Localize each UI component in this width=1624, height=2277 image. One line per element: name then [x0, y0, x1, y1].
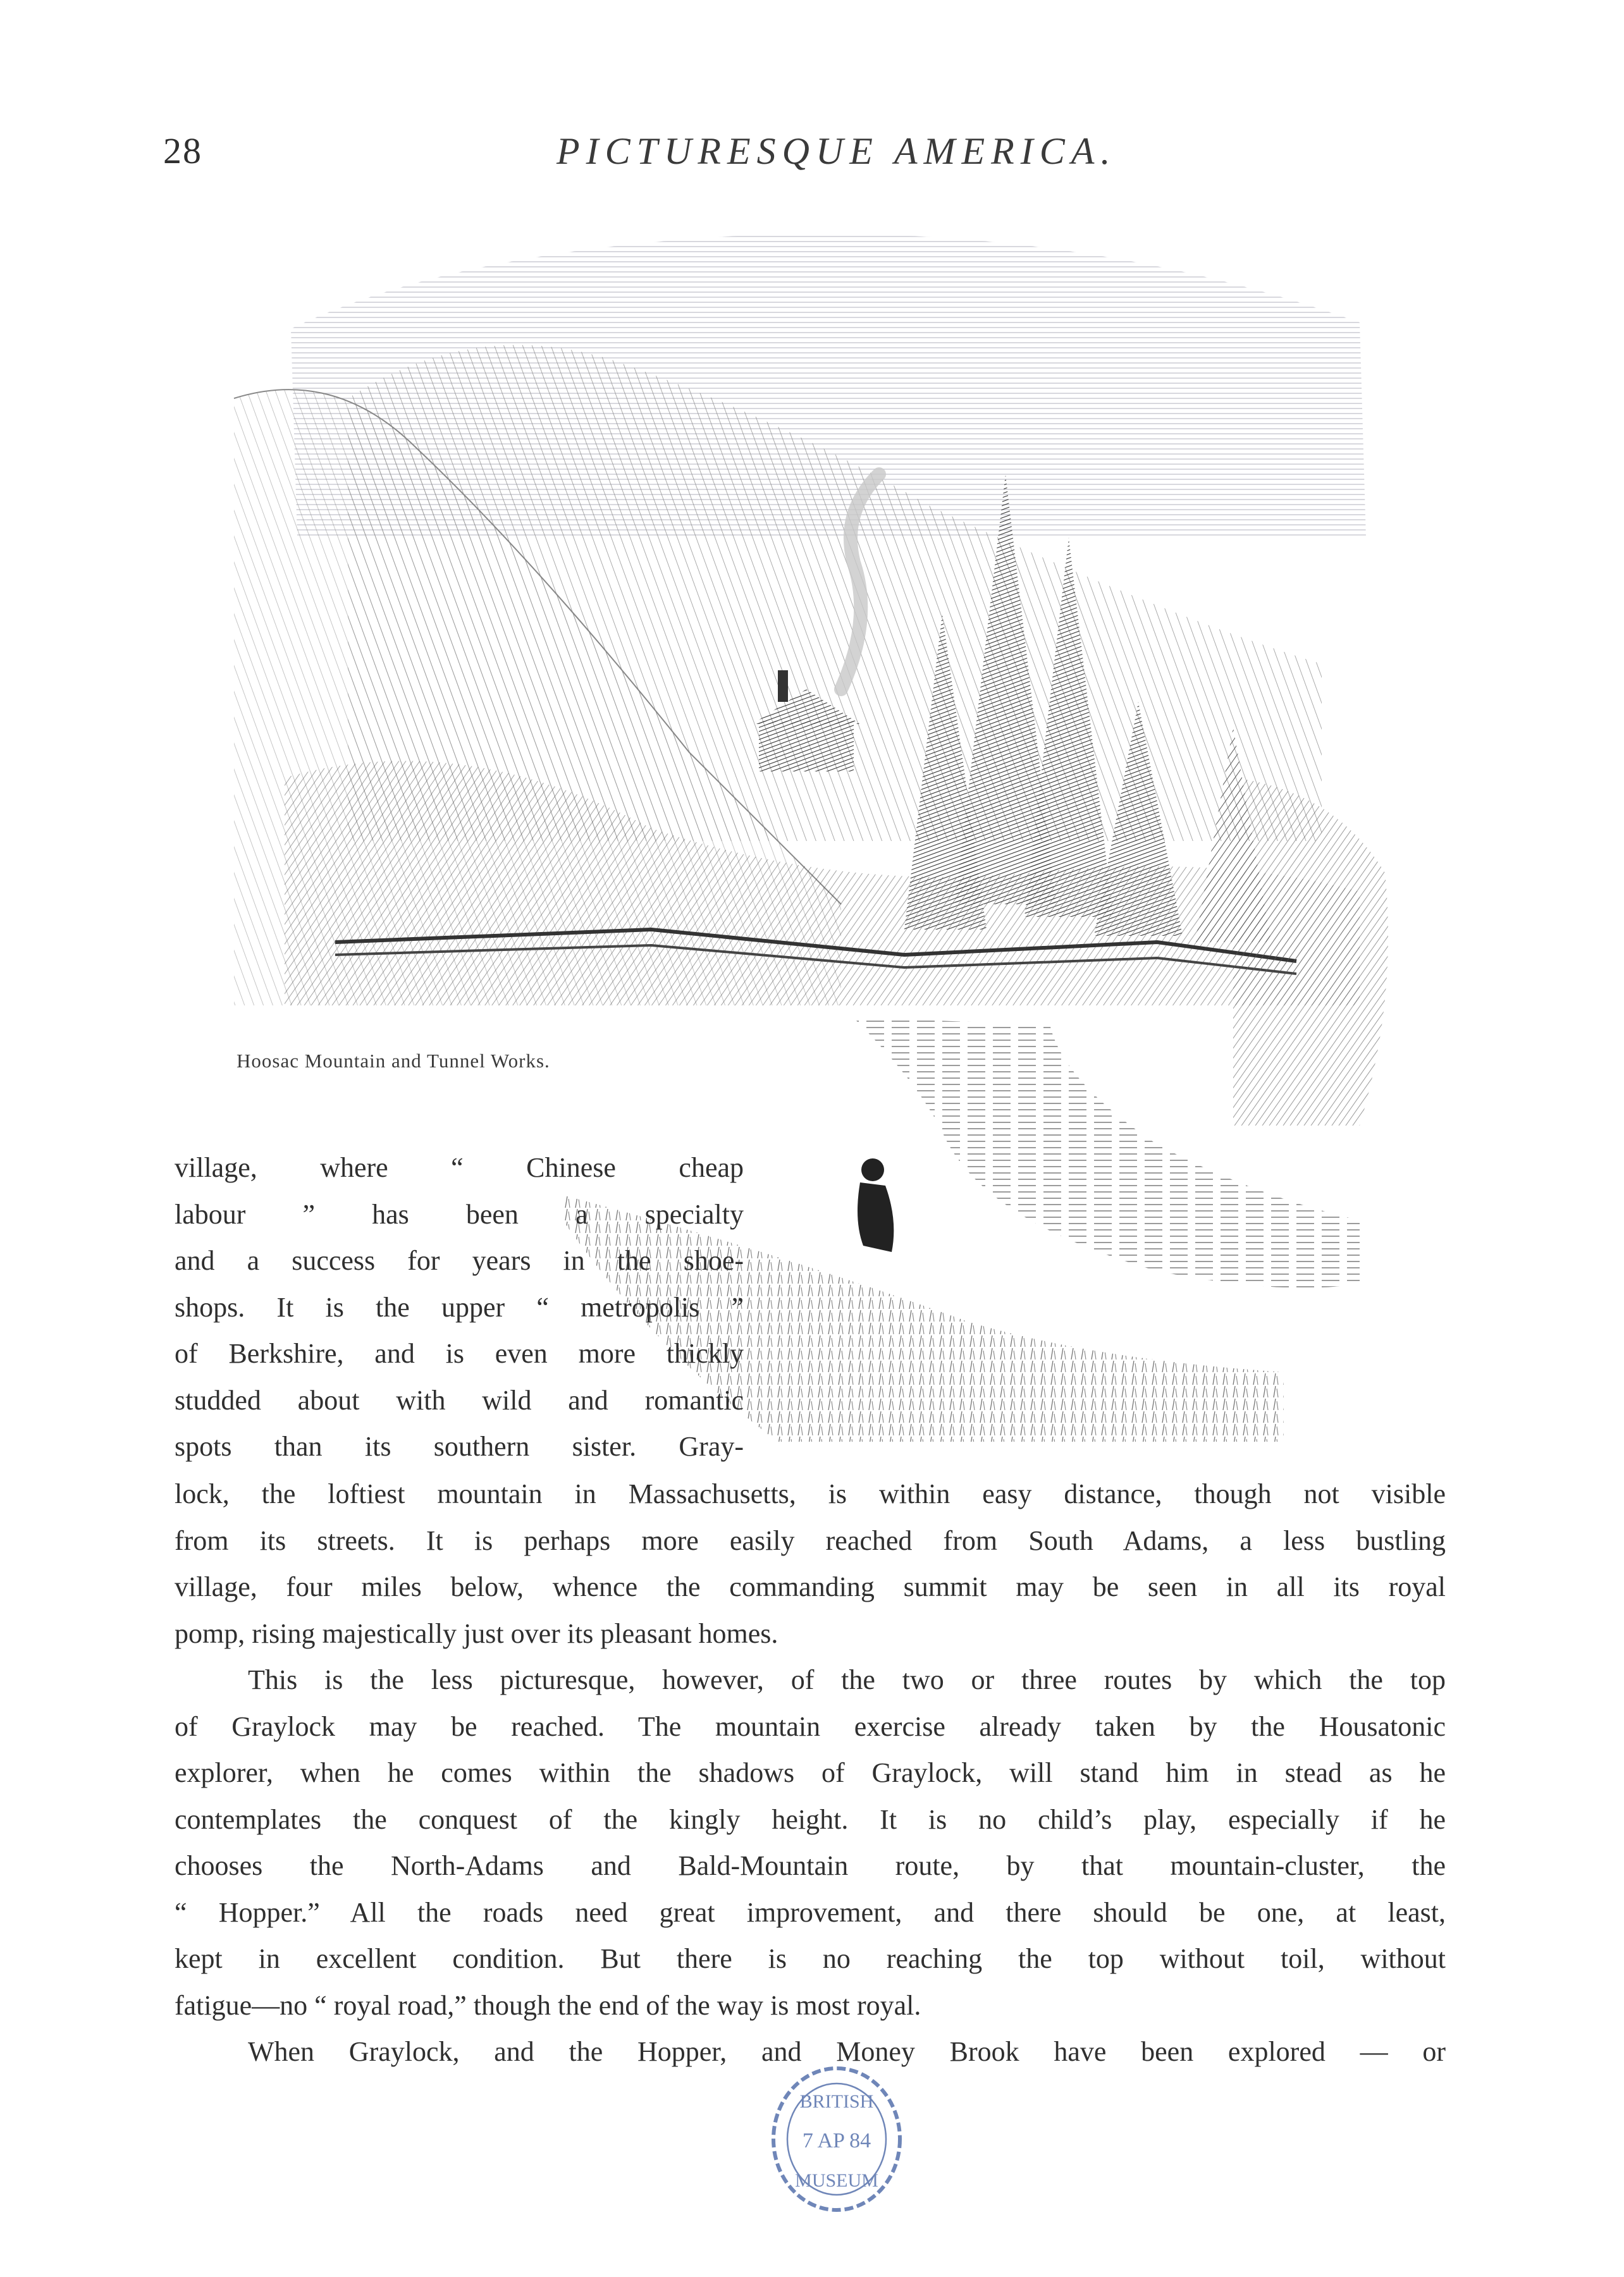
running-title: PICTURESQUE AMERICA. [557, 130, 1117, 172]
text-line: contemplates the conquest of the kingly height. It is no child’s play, especially if he [175, 1803, 1446, 1835]
text-line: village, where “ Chinese cheap [175, 1152, 744, 1183]
stamp-top-text: BRITISH [799, 2091, 874, 2112]
text-line: of Berkshire, and is even more thickly [175, 1338, 744, 1369]
stamp-date: 7 AP 84 [802, 2129, 871, 2152]
library-stamp [764, 2060, 909, 2218]
text-line: from its streets. It is perhaps more easily reached from South Adams, a less bustling [175, 1525, 1446, 1556]
text-line: This is the less picturesque, however, of the two or three routes by which the top [248, 1664, 1446, 1695]
text-line: explorer, when he comes within the shadows of Graylock, will stand him in stead as he [175, 1757, 1446, 1788]
seated-figure [858, 1158, 894, 1252]
text-line: kept in excellent condition. But there is no reaching the top without toil, without [175, 1943, 1446, 1974]
stamp-bottom-text: MUSEUM [795, 2170, 878, 2191]
page-number: 28 [163, 130, 202, 171]
page-header [0, 130, 1624, 180]
text-line: lock, the loftiest mountain in Massachusetts, is within easy distance, though not visible [175, 1478, 1446, 1509]
text-line: village, four miles below, whence the commanding summit may be seen in all its royal [175, 1571, 1446, 1602]
wrapped-paragraph [175, 1145, 744, 1470]
text-line: shops. It is the upper “ metropolis ” [175, 1291, 744, 1323]
text-line: and a success for years in the shoe- [175, 1245, 744, 1276]
text-line: fatigue—no “ royal road,” though the end of the way is most royal. [175, 1989, 921, 2021]
text-line: chooses the North-Adams and Bald-Mountain route, by that mountain-cluster, the [175, 1850, 1446, 1881]
text-line: studded about with wild and romantic [175, 1384, 744, 1416]
text-line: of Graylock may be reached. The mountain exercise already taken by the Housatonic [175, 1710, 1446, 1742]
text-line: labour ” has been a specialty [175, 1198, 744, 1230]
text-line: pomp, rising majestically just over its pleasant homes. [175, 1617, 778, 1649]
figure-caption: Hoosac Mountain and Tunnel Works. [237, 1050, 550, 1072]
body-text [175, 1471, 1446, 2075]
text-line: When Graylock, and the Hopper, and Money Brook have been explored — or [248, 2036, 1446, 2067]
text-line: “ Hopper.” All the roads need great improvement, and there should be one, at least, [175, 1896, 1446, 1928]
text-line: spots than its southern sister. Gray- [175, 1431, 744, 1462]
